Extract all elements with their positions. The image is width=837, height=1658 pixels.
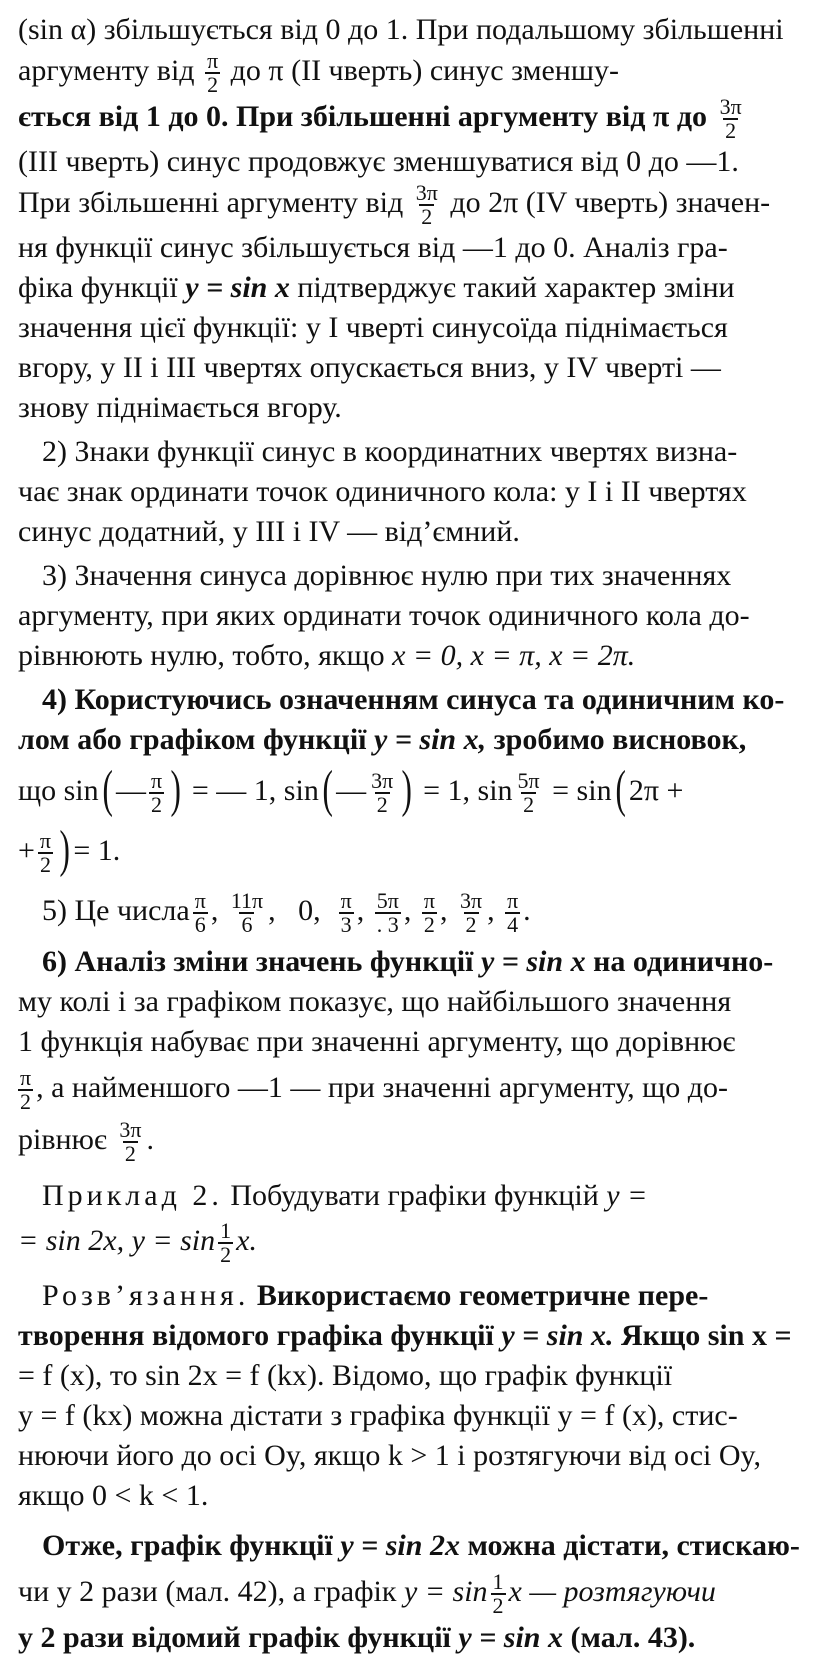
text-line: ня функції синус збільшується від —1 до 0. Аналіз гра-: [18, 231, 728, 264]
text-line: вгору, у II і III чвертях опускається вниз, у IV чверті —: [18, 351, 721, 384]
text-line: 1 функція набуває при значенні аргументу, що дорівнює: [18, 1025, 736, 1058]
text-line: 3) Значення синуса дорівнює нулю при тих значеннях: [42, 559, 732, 592]
text-line: аргументу, при яких ординати точок одиничного кола до-: [18, 599, 750, 632]
text-line: значення цієї функції: у I чверті синусоїда піднімається: [18, 311, 728, 344]
fraction-pi-over-2: $\frac{\pi}{2}$: [150, 768, 163, 818]
text-line: рівнюють нулю, тобто, якщо x = 0, x = π, x = 2π.: [18, 639, 636, 672]
text-line: При збільшенні аргументу від $\frac{3\pi}{2}$ до 2π (IV чверть) значен-: [18, 180, 771, 229]
text-line: чи у 2 рази (мал. 42), а графік y = sin $\frac{1}{2}$ x — розтягуючи: [18, 1569, 716, 1619]
text-line: = f (x), то sin 2x = f (kx). Відомо, що графік функції: [18, 1359, 673, 1393]
fraction-3pi-over-2: $\frac{3\pi}{2}$: [719, 94, 742, 143]
paragraph-extrema: [18, 942, 807, 1166]
paragraph-sine-zeros: [18, 556, 807, 676]
text-line: 4) Користуючись означенням синуса та одиничним ко-: [42, 683, 785, 716]
text-line: Розв’язання. Використаємо геометричне пере-: [42, 1279, 709, 1313]
paragraph-numbers: [18, 880, 807, 942]
text-line: (III чверть) синус продовжує зменшуватися від 0 до —1.: [18, 145, 739, 178]
paragraph-sine-signs: [18, 432, 807, 552]
text-line: аргументу від $\frac{\pi}{2}$ до π (II чверть) синус зменшу-: [18, 48, 619, 97]
text-line: = sin 2x, y = sin $\frac{1}{2}$ x.: [18, 1218, 257, 1268]
text-line: Приклад 2. Побудувати графіки функцій y =: [42, 1179, 648, 1212]
example-heading: Приклад 2.: [42, 1179, 223, 1212]
text-line: фіка функції y = sin x підтверджує такий характер зміни: [18, 271, 735, 304]
text-line: чає знак ординати точок одиничного кола: у I і II чвертях: [18, 475, 747, 508]
example-2: [18, 1176, 807, 1266]
text-line: у 2 рази відомий графік функції y = sin x (мал. 43).: [18, 1621, 696, 1655]
text-line: лом або графіком функції y = sin x, зробимо висновок,: [18, 723, 747, 756]
text-line: $\frac{\pi}{2}$ , а найменшого —1 — при значенні аргументу, що до-: [20, 1065, 728, 1115]
paragraph-sine-quarters: [18, 10, 807, 428]
text-line: рівнює $\frac{3\pi}{2}$ .: [18, 1117, 154, 1167]
solution-heading: Розв’язання.: [42, 1279, 250, 1313]
paragraph-conclusion: [18, 1526, 807, 1658]
paragraph-sine-values: [18, 680, 807, 880]
formula-line: + $\frac{\pi}{2}$ ) = 1.: [18, 821, 121, 878]
fraction-3pi-over-2: $\frac{3\pi}{2}$: [371, 768, 394, 818]
text-line: синус додатний, у III і IV — від’ємний.: [18, 515, 520, 548]
numbers-line: 5) Це числа $\frac{\pi}{6}$ , $\frac{11\pi}{6}$ , 0, $\frac{\pi}{3}$ , $\frac{5\pi}{. 3}$ , $\frac{\pi}{2}$ , $\frac{3\pi}{2}$ , $\frac{\pi}{4}$ .: [42, 888, 531, 938]
fraction-pi-over-2: $\frac{\pi}{2}$: [207, 48, 219, 97]
text-line: якщо 0 < k < 1.: [18, 1479, 209, 1513]
fraction-pi-over-2: $\frac{\pi}{2}$: [39, 828, 52, 878]
solution: [18, 1276, 807, 1516]
fraction-5pi-over-2: $\frac{5\pi}{2}$: [517, 768, 540, 818]
text-line: Отже, графік функції y = sin 2x можна дістати, стискаю-: [42, 1529, 800, 1563]
text-line: (sin α) збільшується від 0 до 1. При подальшому збільшенні: [18, 13, 784, 46]
formula-line: що sin( — $\frac{\pi}{2}$ ) = — 1, sin( — $\frac{3\pi}{2}$ ) = 1, sin $\frac{5\pi}{2}$ = sin( 2π +: [18, 761, 684, 818]
text-line: y = f (kx) можна дістати з графіка функції y = f (x), стис-: [18, 1399, 738, 1433]
text-line: творення відомого графіка функції y = sin x. Якщо sin x =: [18, 1319, 792, 1353]
text-line: ється від 1 до 0. При збільшенні аргументу від π до $\frac{3\pi}{2}$: [18, 94, 742, 143]
fraction-3pi-over-2: $\frac{3\pi}{2}$: [415, 180, 438, 229]
text-line: му колі і за графіком показує, що найбільшого значення: [18, 985, 732, 1018]
text-line: знову піднімається вгору.: [18, 391, 342, 424]
text-line: 6) Аналіз зміни значень функції y = sin x на одинично-: [42, 945, 774, 978]
text-line: нюючи його до осі Oy, якщо k > 1 і розтягуючи від осі Oy,: [18, 1439, 762, 1473]
text-line: 2) Знаки функції синус в координатних чвертях визна-: [42, 435, 738, 468]
